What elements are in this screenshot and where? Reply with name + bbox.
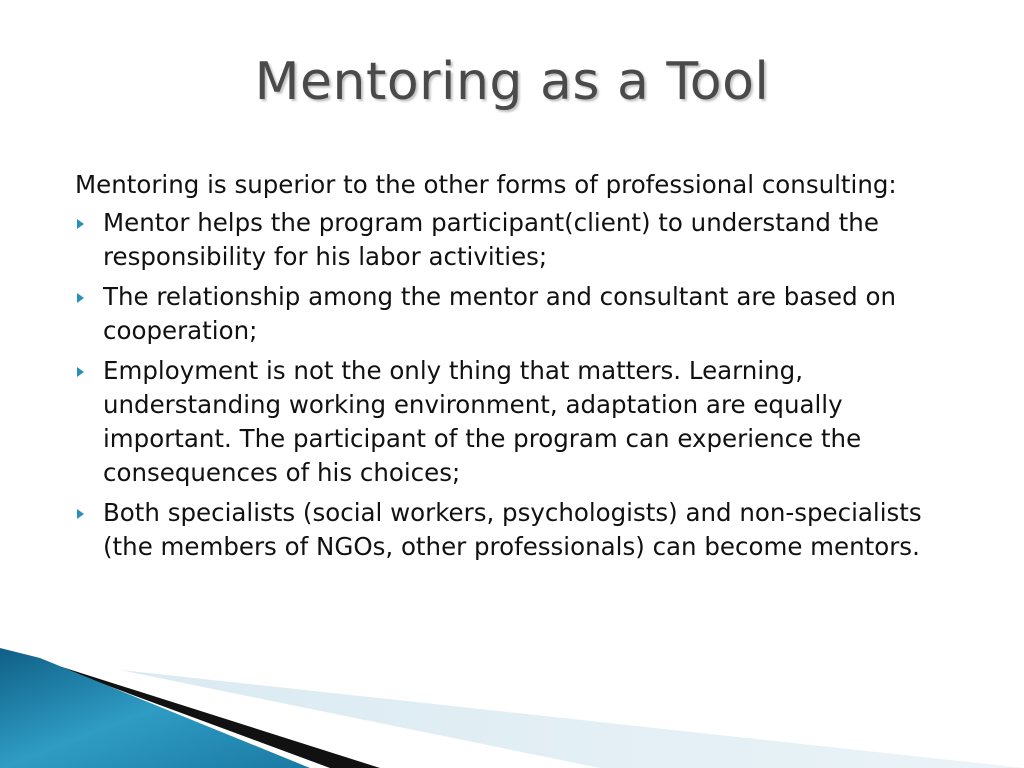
bullet-list <box>75 206 975 564</box>
blue-wave <box>0 648 310 768</box>
bullet-text: Employment is not the only thing that matters. Learning, understanding working environment, adaptation are equally important. The participant of the program can experience the consequences of his choices; <box>103 356 862 487</box>
slide-body <box>75 168 975 570</box>
triangle-right-icon <box>77 293 84 303</box>
triangle-right-icon <box>77 509 84 519</box>
triangle-right-icon <box>77 367 84 377</box>
bullet-text: Mentor helps the program participant(client) to understand the responsibility for his labor activities; <box>103 208 879 271</box>
list-item <box>75 280 975 348</box>
slide-title: Mentoring as a Tool <box>254 52 770 112</box>
triangle-right-icon <box>77 219 84 229</box>
list-item <box>75 206 975 274</box>
intro-text: Mentoring is superior to the other forms of professional consulting: <box>75 170 897 199</box>
list-item <box>75 354 975 490</box>
bullet-text: Both specialists (social workers, psychologists) and non-specialists (the members of NGOs, other professionals) can become mentors. <box>103 498 922 561</box>
list-item <box>75 496 975 564</box>
bullet-text: The relationship among the mentor and consultant are based on cooperation; <box>103 282 896 345</box>
